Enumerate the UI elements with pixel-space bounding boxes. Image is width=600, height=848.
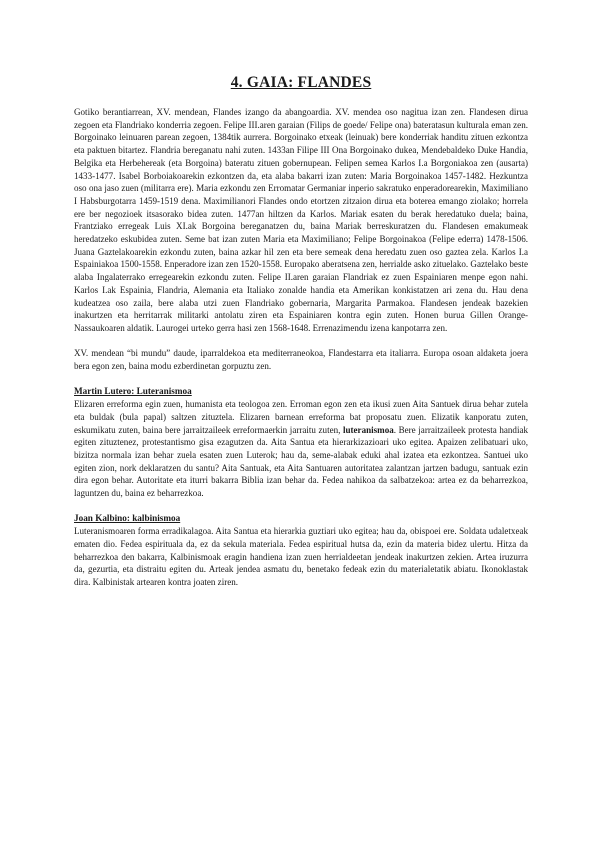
calvin-paragraph: Luteranismoaren forma erradikalagoa. Aita Santua eta hierarkia guztiari uko egitea; hau da, obispoei ere. Soldata udaletxeak ematen dio. Fedea espirituala da, ez da sekula materiala. Fedea espiritual hutsa da, ezin da materia bidez ulertu. Hitza da beharrezkoa den bakarra, Kalbinismoak eragin handiena izan zuen herrialdeetan jendeak inakurtzen zekien. Artea iruzurra da, gezurtia, eta distraitu egiten du. Arteak jendea asmatu du, benetako fedeak ezin du materialetatik abiatu. Ikonoklastak dira. Kalbinistak artearen kontra joaten ziren.: [74, 526, 528, 587]
luther-paragraph: [74, 398, 528, 500]
two-worlds-paragraph: XV. mendean “bi mundu” daude, iparraldekoa eta mediterraneokoa, Flandestarra eta italiarra. Europa osoan aldaketa joera bera egon zen, baina modu ezberdinetan gorpuztu zen.: [74, 348, 528, 372]
luther-text-after: . Bere jarraitzaileek protesta handiak egiten zituztenez, protestantismo gisa ezagutzen da. Aita Santua eta hierarkizazioari uko egitea. Apaizen zelibatuari uko, bizitza normala izan behar zuela esaten zuen Luterok; hau da, seme-alabak eduki ahal izatea eta ezkontzea. Santuei uko egiten zion, nork deklaratzen du santu? Aita Santuak, eta Aita Santuaren autoritatea zalantzan jartzen badugu, santuak ezin dira egon behar. Autoritate eta iturri bakarra Biblia izan behar da. Fedea nahikoa da salbatzekoa: artea ez da beharrezkoa, laguntzen du, baina ez beharrezkoa.: [74, 424, 528, 499]
calvin-heading: Joan Kalbino: kalbinismoa: [74, 513, 181, 524]
luther-text-before: Elizaren erreforma egin zuen, humanista eta teologoa zen. Erroman egon zen eta ikusi zuen Aita Santuek dirua behar zutela eta buldak (bula papal) saltzen zituztela. Elizaren barnean erreforma bat proposatu zuen. Elizatik kanporatu zuten, eskumikatu zuten, baina bere jarraitzaileek erreformaerkin jarraitu zuten,: [74, 399, 528, 435]
paragraph-gap: [74, 373, 528, 386]
paragraph-gap: [74, 335, 528, 348]
page-title: 4. GAIA: FLANDES: [230, 74, 372, 91]
luther-term: luteranismoa: [342, 424, 394, 435]
intro-paragraph: Gotiko berantiarrean, XV. mendean, Flandes izango da abangoardia. XV. mendea oso nagitua izan zen. Flandesen dirua zegoen eta Flandriako konderria zegoen. Felipe III.aren garaian (Filips de goede/ Felipe ona) bateratasun kulturala eman zen. Borgoinako leinuaren parean zegoen, 1384tik aurrera. Borgoinako etxeak (leinuak) bere konderriak handitu zituen ezkontza eta paktuen bitartez. Flandria bereganatu nahi zuten. 1433an Filipe III Ona Borgoinako dukea, Mendebaldeko Duke Handia, Belgika eta Herbehereak (eta Borgoina) bateratu zituen gobernupean. Felipen semea Karlos I.a Borgoniakoa zen (ausarta) 1433-1477. Isabel Borboiakoarekin ezkontzen da, eta alaba bakarri izan zuten: Maria Borgoinakoa 1457-1482. Hezkuntza oso ona jaso zuen (militarra ere). Maria ezkondu zen Erromatar Germaniar inperio sakratuko enperadorearekin, Maximiliano I Habsburgotarra 1459-1519 dena. Maximilianori Flandes ondo etortzen zitzaion dirua eta boterea emango ziolako; horrela ere ber negozioek itsasorako bidea zuten. 1477an hiltzen da Karlos. Mariak esaten du berak heredatuko duela; baina, Frantziako erregeak Luis XI.ak Borgoina bereganatzen du, baina Mariak berreskuratzen du. Flandesen emakumeak heredatzeko eskubidea zuten. Seme bat izan zuten Maria eta Maximiliano; Felipe Borgoinakoa (Felipe ederra) 1478-1506. Juana Gaztelakoarekin ezkondu zuten, baina azkar hil zen eta bere semeak dena heredatu zuen oso gaztea zela. Karlos I.a Espainiakoa 1500-1558. Enperadore izan zen 1520-1558. Europako aberatsena zen, herrialde asko zituelako. Gaztelako beste alaba Ingalaterrako erregearekin ezkondu zuten. Felipe II.aren garaian Flandriak ez zuen Espainiaren menpe egon nahi. Karlos I.ak Espainia, Flandria, Alemania eta Italiako zonalde handia eta Amerikan konkistatzen ari zena du. Hau dena kudeatzea oso zaila, bere alaba utzi zuen Flandriako gobernaria, Margarita Parmakoa. Flandesen jendeak bazekien inakurtzen eta herritarrak militarki antolatu ziren eta Espainiaren kontra egin zuten. Honen buruа Gillen Orange-Nassaukoaren aldatik. Laurogei urteko gerra hasi zen 1568-1648. Errenazimendu izena kanpotarra zen.: [74, 107, 528, 333]
paragraph-gap: [74, 500, 528, 513]
luther-heading: Martin Lutero: Luteranismoa: [74, 386, 192, 397]
